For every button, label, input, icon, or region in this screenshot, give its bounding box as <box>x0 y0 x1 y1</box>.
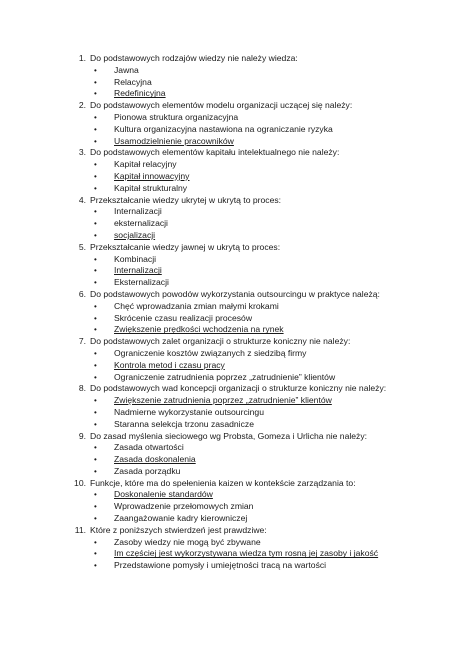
question-item <box>68 53 454 100</box>
bullet-icon: • <box>94 502 97 512</box>
question-row <box>68 53 454 65</box>
answer-list <box>68 206 454 241</box>
bullet-icon: • <box>94 160 97 170</box>
bullet-icon: • <box>94 313 97 323</box>
question-list <box>68 53 454 572</box>
answer-text: Chęć wprowadzania zmian małymi krokami <box>114 300 279 311</box>
answer-item <box>94 548 454 560</box>
answer-text-marked: Usamodzielnienie pracowników <box>114 135 234 146</box>
answer-item <box>94 136 454 148</box>
bullet-icon: • <box>94 183 97 193</box>
answer-item <box>94 65 454 77</box>
bullet-icon: • <box>94 537 97 547</box>
question-row <box>68 383 454 395</box>
bullet-icon: • <box>94 419 97 429</box>
question-row <box>68 336 454 348</box>
answer-list <box>68 395 454 430</box>
answer-text: Eksternalizacji <box>114 277 169 288</box>
question-text: Do podstawowych powodów wykorzystania outsourcingu w praktyce należą: <box>90 288 380 299</box>
answer-item <box>94 360 454 372</box>
answer-list <box>68 489 454 524</box>
question-row <box>68 242 454 254</box>
question-row <box>68 147 454 159</box>
answer-item <box>94 206 454 218</box>
bullet-icon: • <box>94 278 97 288</box>
answer-list <box>68 348 454 383</box>
question-number: 10. <box>74 477 86 488</box>
answer-item <box>94 560 454 572</box>
question-number: 8. <box>78 383 86 394</box>
bullet-icon: • <box>94 407 97 417</box>
bullet-icon: • <box>94 396 97 406</box>
answer-item <box>94 407 454 419</box>
question-number: 2. <box>78 100 86 111</box>
question-row <box>68 195 454 207</box>
answer-item <box>94 77 454 89</box>
answer-item <box>94 265 454 277</box>
answer-list <box>68 159 454 194</box>
answer-item <box>94 537 454 549</box>
answer-text: Internalizacji <box>114 206 162 217</box>
question-item <box>68 195 454 242</box>
answer-item <box>94 124 454 136</box>
answer-text: Zasada otwartości <box>114 442 184 453</box>
question-number: 4. <box>78 194 86 205</box>
bullet-icon: • <box>94 254 97 264</box>
question-item <box>68 383 454 430</box>
question-item <box>68 242 454 289</box>
question-row <box>68 100 454 112</box>
question-item <box>68 431 454 478</box>
question-text: Do podstawowych elementów modelu organizacji uczącej się należy: <box>90 100 353 111</box>
question-number: 1. <box>78 53 86 63</box>
answer-text-marked: Zasada doskonalenia <box>114 454 196 465</box>
bullet-icon: • <box>94 490 97 500</box>
question-item <box>68 336 454 383</box>
answer-text: Jawna <box>114 64 139 75</box>
answer-list <box>68 112 454 147</box>
question-item <box>68 289 454 336</box>
bullet-icon: • <box>94 266 97 276</box>
question-text: Do podstawowych zalet organizacji o strukturze koniczny nie należy: <box>90 336 351 347</box>
answer-item <box>94 313 454 325</box>
question-text: Do podstawowych rodzajów wiedzy nie należy wiedza: <box>90 53 298 63</box>
answer-text: Pionowa struktura organizacyjna <box>114 111 239 122</box>
answer-text: Ograniczenie zatrudnienia poprzez „zatrudnienie” klientów <box>114 371 336 382</box>
answer-item <box>94 277 454 289</box>
bullet-icon: • <box>94 65 97 75</box>
answer-item <box>94 159 454 171</box>
bullet-icon: • <box>94 514 97 524</box>
answer-item <box>94 348 454 360</box>
answer-text: Zaangażowanie kadry kierowniczej <box>114 513 248 524</box>
answer-text: Kapitał strukturalny <box>114 182 188 193</box>
question-row <box>68 525 454 537</box>
answer-text: Przedstawione pomysły i umiejętności tracą na wartości <box>114 560 327 571</box>
answer-text: Zasada porządku <box>114 465 181 476</box>
answer-item <box>94 254 454 266</box>
answer-list <box>68 65 454 100</box>
bullet-icon: • <box>94 89 97 99</box>
question-text: Do zasad myślenia sieciowego wg Probsta, Gomeza i Urlicha nie należy: <box>90 430 368 441</box>
question-number: 5. <box>78 241 86 252</box>
bullet-icon: • <box>94 549 97 559</box>
answer-text-marked: Redefinicyjna <box>114 88 166 99</box>
answer-list <box>68 442 454 477</box>
bullet-icon: • <box>94 77 97 87</box>
answer-text: Kombinacji <box>114 253 157 264</box>
question-text: Do podstawowych elementów kapitału intelektualnego nie należy: <box>90 147 340 158</box>
bullet-icon: • <box>94 325 97 335</box>
answer-item <box>94 501 454 513</box>
question-text: Do podstawowych wad koncepcji organizacji o strukturze koniczny nie należy: <box>90 383 387 394</box>
answer-item <box>94 466 454 478</box>
answer-item <box>94 230 454 242</box>
answer-list <box>68 254 454 289</box>
question-text: Przekształcanie wiedzy jawnej w ukrytą to proces: <box>90 241 281 252</box>
bullet-icon: • <box>94 301 97 311</box>
answer-text-marked: Kapitał innowacyjny <box>114 170 190 181</box>
question-item <box>68 525 454 572</box>
answer-text: Kapitał relacyjny <box>114 159 177 170</box>
answer-item <box>94 489 454 501</box>
answer-text-marked: Zwiększenie zatrudnienia poprzez „zatrudnienie” klientów <box>114 395 332 406</box>
bullet-icon: • <box>94 171 97 181</box>
question-row <box>68 289 454 301</box>
answer-item <box>94 419 454 431</box>
answer-text: Staranna selekcja trzonu zasadnicze <box>114 418 254 429</box>
answer-text: Relacyjna <box>114 76 152 87</box>
bullet-icon: • <box>94 112 97 122</box>
answer-item <box>94 513 454 525</box>
question-number: 3. <box>78 147 86 158</box>
bullet-icon: • <box>94 207 97 217</box>
answer-text-marked: Doskonalenie standardów <box>114 489 213 500</box>
answer-item <box>94 218 454 230</box>
answer-text: Wprowadzenie przełomowych zmian <box>114 501 254 512</box>
bullet-icon: • <box>94 561 97 571</box>
question-item <box>68 478 454 525</box>
answer-item <box>94 395 454 407</box>
answer-list <box>68 537 454 572</box>
answer-item <box>94 454 454 466</box>
answer-text-marked: Zwiększenie prędkości wchodzenia na rynek <box>114 324 284 335</box>
answer-text-marked: socjalizacji <box>114 229 156 240</box>
bullet-icon: • <box>94 466 97 476</box>
bullet-icon: • <box>94 360 97 370</box>
answer-item <box>94 171 454 183</box>
question-number: 9. <box>78 430 86 441</box>
question-row <box>68 478 454 490</box>
answer-item <box>94 183 454 195</box>
bullet-icon: • <box>94 124 97 134</box>
answer-text: Nadmierne wykorzystanie outsourcingu <box>114 406 264 417</box>
answer-item <box>94 372 454 384</box>
question-item <box>68 100 454 147</box>
question-text: Przekształcanie wiedzy ukrytej w ukrytą to proces: <box>90 194 282 205</box>
question-number: 7. <box>78 336 86 347</box>
question-number: 11. <box>74 524 86 535</box>
bullet-icon: • <box>94 348 97 358</box>
answer-item <box>94 301 454 313</box>
answer-text: eksternalizacji <box>114 218 168 229</box>
bullet-icon: • <box>94 230 97 240</box>
answer-item <box>94 88 454 100</box>
bullet-icon: • <box>94 443 97 453</box>
bullet-icon: • <box>94 455 97 465</box>
answer-text: Kultura organizacyjna nastawiona na ograniczanie ryzyka <box>114 123 333 134</box>
question-item <box>68 147 454 194</box>
question-text: Funkcje, które ma do spełenienia kaizen w kontekście zarządzania to: <box>90 477 356 488</box>
answer-text: Ograniczenie kosztów związanych z siedzibą firmy <box>114 347 307 358</box>
answer-text-marked: Internalizacji <box>114 265 162 276</box>
answer-item <box>94 442 454 454</box>
answer-text-marked: Kontrola metod i czasu pracy <box>114 359 225 370</box>
bullet-icon: • <box>94 372 97 382</box>
answer-text: Skrócenie czasu realizacji procesów <box>114 312 253 323</box>
answer-text: Zasoby wiedzy nie mogą być zbywane <box>114 536 261 547</box>
answer-list <box>68 301 454 336</box>
bullet-icon: • <box>94 136 97 146</box>
question-text: Które z poniższych stwierdzeń jest prawdziwe: <box>90 524 267 535</box>
answer-text-marked: Im częściej jest wykorzystywana wiedza tym rosną jej zasoby i jakość <box>114 548 379 559</box>
answer-item <box>94 324 454 336</box>
question-row <box>68 431 454 443</box>
question-number: 6. <box>78 288 86 299</box>
bullet-icon: • <box>94 219 97 229</box>
answer-item <box>94 112 454 124</box>
